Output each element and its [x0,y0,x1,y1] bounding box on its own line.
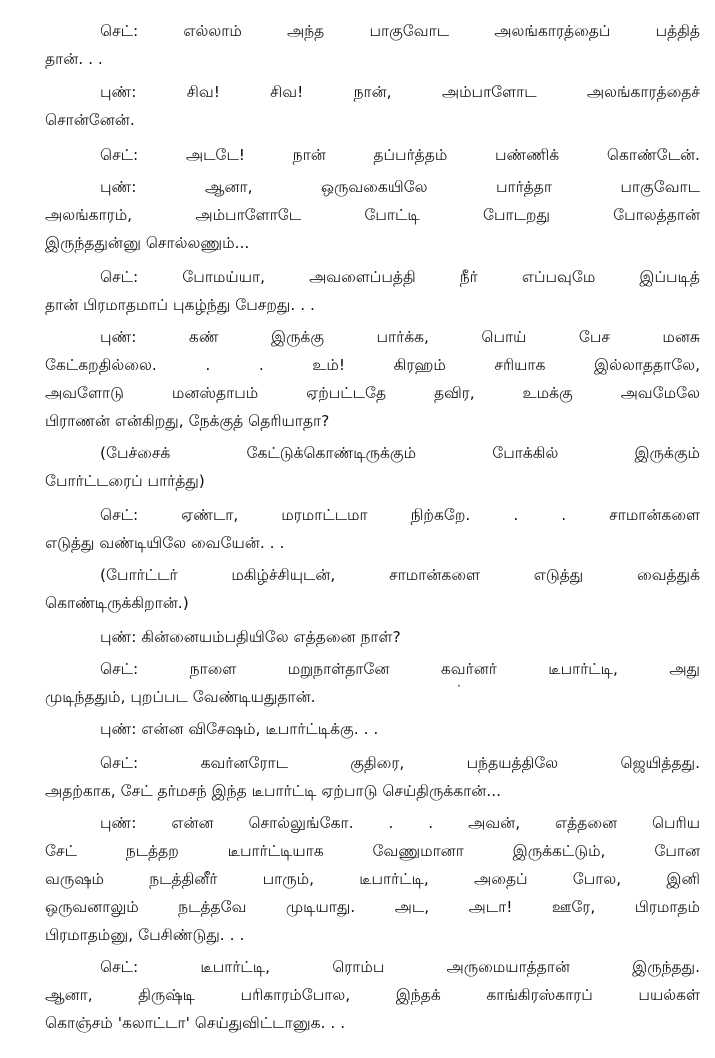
dialogue-line: செட்: அடடே! நான் தப்பர்த்தம் பண்ணிக் கொண்டேன். [100,146,700,164]
stage-direction: கொண்டிருக்கிறான்.) [45,594,189,612]
dialogue-line: கொஞ்சம் 'கலாட்டா' செய்துவிட்டானுக. . . [45,1014,346,1032]
dialogue-line: சேட் நடத்தற டீபார்ட்டியாக வேணுமானா இருக்கட்டும், போன [45,842,700,860]
dialogue-line: புண்: என்ன சொல்லுங்கோ. . . அவன், எத்தனை பெரிய [100,814,700,832]
dialogue-line: செட்: ஏண்டா, மரமாட்டமா நிற்கறே. . . சாமான்களை [100,506,700,524]
dialogue-line: செட்: டீபார்ட்டி, ரொம்ப அருமையாத்தான் இருந்தது. [100,958,700,976]
dialogue-line: தான் பிரமாதமாப் புகழ்ந்து பேசறது. . . [45,296,315,314]
dialogue-line: கேட்கறதில்லை. . . உம்! கிரஹம் சரியாக இல்லாததாலே, [45,356,700,374]
dialogue-line: புண்: ஆனா, ஒருவகையிலே பார்த்தா பாகுவோட [100,178,700,196]
dialogue-line: அவளோடு மனஸ்தாபம் ஏற்பட்டதே தவிர, உமக்கு அவமேலே [45,384,700,402]
dialogue-line: பிராணன் என்கிறது, நேக்குத் தெரியாதா? [45,412,330,430]
dialogue-line: சொன்னேன். [45,111,135,129]
dialogue-line: அதற்காக, சேட் தர்மசந் இந்த டீபார்ட்டி ஏற்பாடு செய்திருக்கான்... [45,782,502,800]
dialogue-line: புண்: என்ன விசேஷம், டீபார்ட்டிக்கு. . . [100,720,379,738]
dialogue-line: அலங்காரம், அம்பாளோடே போட்டி போடறது போலத்தான் [45,206,700,224]
dialogue-line: பிரமாதம்னு, பேசிண்டுது. . . [45,926,245,944]
dialogue-line: முடிந்ததும், புறப்பட வேண்டியதுதான். [45,688,316,706]
dialogue-line: புண்: கண் இருக்கு பார்க்க, பொய் பேச மனசு [100,328,700,346]
dialogue-line: செட்: கவர்னரோட குதிரை, பந்தயத்திலே ஜெயித்தது. [100,754,700,772]
dialogue-line: செட்: போமய்யா, அவளைப்பத்தி நீர் எப்பவுமே இப்படித் [100,268,700,286]
dialogue-line: ஆனா, திருஷ்டி பரிகாரம்போல, இந்தக் காங்கிரஸ்காரப் பயல்கள் [45,986,700,1004]
dialogue-line: தான். . . [45,50,103,68]
dialogue-line: புண்: கின்னையம்பதியிலே எத்தனை நாள்? [100,628,401,646]
stage-direction: (போர்ட்டர் மகிழ்ச்சியுடன், சாமான்களை எடுத்து வைத்துக் [100,566,700,584]
dialogue-line: செட்: எல்லாம் அந்த பாகுவோட அலங்காரத்தைப் பத்தித் [100,22,700,40]
stray-mark: · [457,679,461,693]
stage-direction: (பேச்சைக் கேட்டுக்கொண்டிருக்கும் போக்கில் இருக்கும் [100,444,700,462]
dialogue-line: இருந்ததுன்னு சொல்லணும்... [45,234,250,252]
dialogue-line: செட்: நாளை மறுநாள்தானே கவர்னர் டீபார்ட்டி, அது [100,660,700,678]
dialogue-line: புண்: சிவ! சிவ! நான், அம்பாளோட அலங்காரத்தைச் [100,83,700,101]
dialogue-line: வருஷம் நடத்தினீர் பாரும், டீபார்ட்டி, அதைப் போல, இனி [45,870,700,888]
stage-direction: போர்ட்டரைப் பார்த்து) [45,472,205,490]
dialogue-line: எடுத்து வண்டியிலே வையேன். . . [45,534,285,552]
dialogue-line: ஒருவனாலும் நடத்தவே முடியாது. அட, அடா! ஊரே, பிரமாதம் [45,898,700,916]
